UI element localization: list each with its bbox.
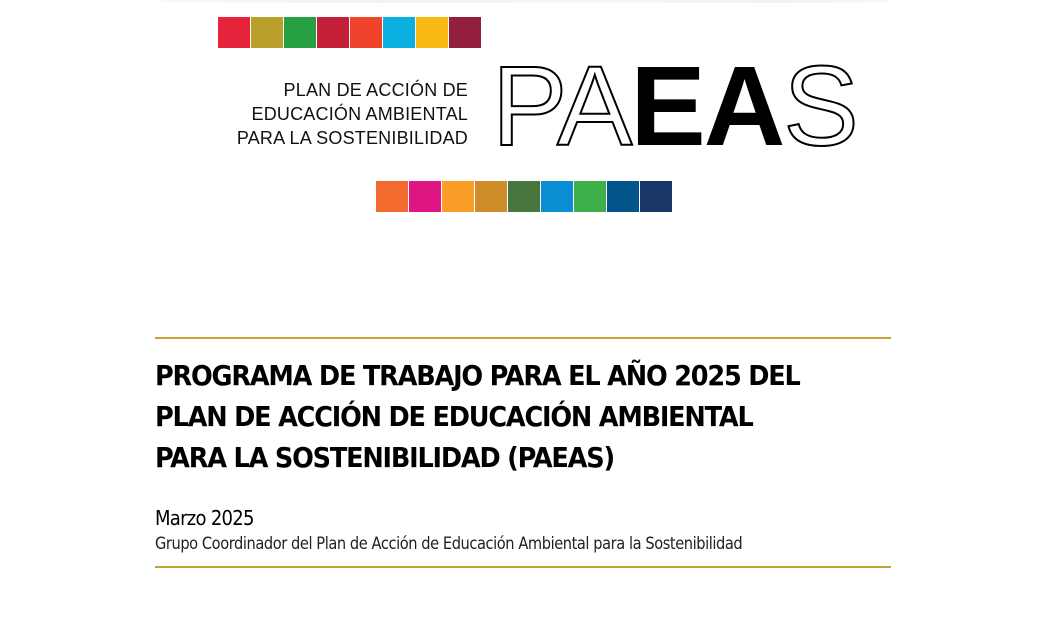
logo-text-line: PARA LA SOSTENIBILIDAD — [236, 128, 468, 148]
acronym-thin-start: PA — [492, 43, 631, 169]
sdg-square — [284, 17, 316, 48]
sdg-square — [383, 17, 415, 48]
sdg-square — [541, 181, 573, 212]
title-line: PLAN DE ACCIÓN DE EDUCACIÓN AMBIENTAL — [155, 401, 753, 433]
sdg-square — [574, 181, 606, 212]
logo-text-line: EDUCACIÓN AMBIENTAL — [251, 104, 468, 124]
logo-plan-name — [237, 78, 468, 150]
sdg-square — [251, 17, 283, 48]
title-line: PROGRAMA DE TRABAJO PARA EL AÑO 2025 DEL — [155, 360, 800, 392]
sdg-square — [218, 17, 250, 48]
sdg-square — [475, 181, 507, 212]
sdg-color-bar-bottom — [376, 181, 673, 212]
sdg-square — [607, 181, 639, 212]
acronym-thin-end: S — [783, 43, 857, 169]
divider-bottom — [155, 566, 891, 568]
document-date: Marzo 2025 — [155, 506, 254, 530]
sdg-square — [416, 17, 448, 48]
sdg-color-bar-top — [218, 17, 482, 48]
paeas-logo-acronym — [492, 43, 857, 169]
sdg-square — [449, 17, 481, 48]
cropped-header-residue — [160, 0, 890, 3]
sdg-square — [640, 181, 672, 212]
title-line: PARA LA SOSTENIBILIDAD (PAEAS) — [155, 442, 614, 474]
sdg-square — [317, 17, 349, 48]
sdg-square — [350, 17, 382, 48]
document-title — [155, 356, 834, 479]
document-author: Grupo Coordinador del Plan de Acción de Educación Ambiental para la Sostenibilidad — [155, 534, 743, 554]
sdg-square — [508, 181, 540, 212]
sdg-square — [442, 181, 474, 212]
logo-text-line: PLAN DE ACCIÓN DE — [283, 80, 468, 100]
sdg-square — [376, 181, 408, 212]
divider-top — [155, 337, 891, 339]
acronym-bold: EA — [630, 43, 784, 169]
sdg-square — [409, 181, 441, 212]
